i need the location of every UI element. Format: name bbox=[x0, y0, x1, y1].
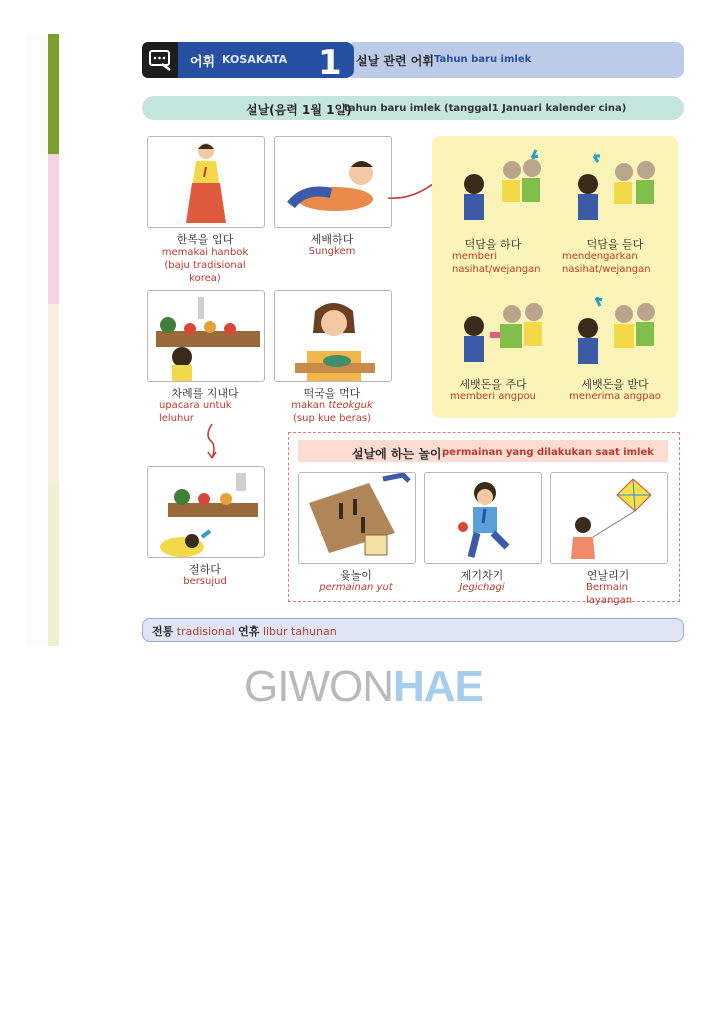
section-label-id: KOSAKATA bbox=[222, 53, 288, 66]
tteokguk-label-ko: 떡국을 먹다 bbox=[303, 387, 361, 400]
jegichagi-illustration bbox=[424, 472, 542, 564]
down-arrow-icon bbox=[202, 422, 222, 462]
subtitle-ko: 설날(음력 1월 1일) bbox=[246, 103, 352, 117]
games-title-id: permainan yang dilakukan saat imlek bbox=[442, 447, 654, 458]
tteokguk-label-id: makan tteokguk (sup kue beras) bbox=[291, 400, 373, 424]
subtitle-id: tahun baru imlek (tanggal1 Januari kalender cina) bbox=[344, 103, 627, 114]
sebae-label-ko: 세배하다 bbox=[310, 233, 354, 246]
giwonhae-logo: GIWONHAE bbox=[244, 662, 483, 711]
sebaetdon-give-id: memberi angpou bbox=[450, 391, 536, 402]
section-label-ko: 어휘 bbox=[190, 55, 216, 70]
vocabulary-icon bbox=[142, 42, 178, 78]
games-title-ko: 설날에 하는 놀이 bbox=[352, 447, 442, 461]
sebae-illustration bbox=[274, 136, 392, 228]
kite-id: Bermain layangan bbox=[586, 582, 633, 606]
sebaetdon-get-ko: 세뱃돈을 받다 bbox=[581, 378, 649, 391]
textbook-page bbox=[26, 34, 694, 646]
deokdam-hear-id: mendengarkan nasihat/wejangan bbox=[562, 251, 651, 275]
kite-flying-illustration bbox=[550, 472, 668, 564]
charye-illustration bbox=[147, 290, 265, 382]
sebaetdon-get-illustration bbox=[566, 288, 666, 374]
yutnori-illustration bbox=[298, 472, 416, 564]
header-title-id: Tahun baru imlek bbox=[434, 54, 532, 65]
deokdam-give-id: memberi nasihat/wejangan bbox=[452, 251, 541, 275]
jeol-label-id: bersujud bbox=[183, 576, 227, 587]
deokdam-hear-illustration bbox=[566, 144, 666, 234]
sebaetdon-give-illustration bbox=[450, 288, 550, 374]
hanbok-label-id: memakai hanbok (baju tradisional korea) bbox=[161, 247, 249, 284]
jegichagi-ko: 제기차기 bbox=[460, 569, 504, 582]
page-margin bbox=[26, 34, 48, 646]
sebae-label-id: Sungkem bbox=[308, 246, 356, 257]
hanbok-label-ko: 한복을 입다 bbox=[176, 233, 234, 246]
deokdam-give-ko: 덕담을 하다 bbox=[464, 238, 522, 251]
hanbok-illustration bbox=[147, 136, 265, 228]
sebaetdon-get-id: menerima angpao bbox=[569, 391, 661, 402]
jeol-illustration bbox=[147, 466, 265, 558]
jeol-label-ko: 절하다 bbox=[189, 563, 221, 576]
yutnori-id: permainan yut bbox=[319, 582, 393, 593]
charye-label-ko: 차례를 지내다 bbox=[171, 387, 239, 400]
tteokguk-illustration bbox=[274, 290, 392, 382]
footer-vocab: 전통 tradisional 연휴 libur tahunan bbox=[152, 625, 337, 638]
deokdam-give-illustration bbox=[450, 144, 550, 234]
charye-label-id: upacara untuk leluhur bbox=[159, 400, 232, 424]
section-number: 1 bbox=[318, 43, 342, 83]
sebaetdon-give-ko: 세뱃돈을 주다 bbox=[459, 378, 527, 391]
kite-ko: 연날리기 bbox=[586, 569, 630, 582]
color-strip bbox=[48, 34, 59, 646]
header-title-ko: 설날 관련 어휘 bbox=[356, 54, 434, 68]
deokdam-hear-ko: 덕담을 듣다 bbox=[586, 238, 644, 251]
yutnori-ko: 윷놀이 bbox=[340, 569, 372, 582]
jegichagi-id: Jegichagi bbox=[459, 582, 505, 593]
